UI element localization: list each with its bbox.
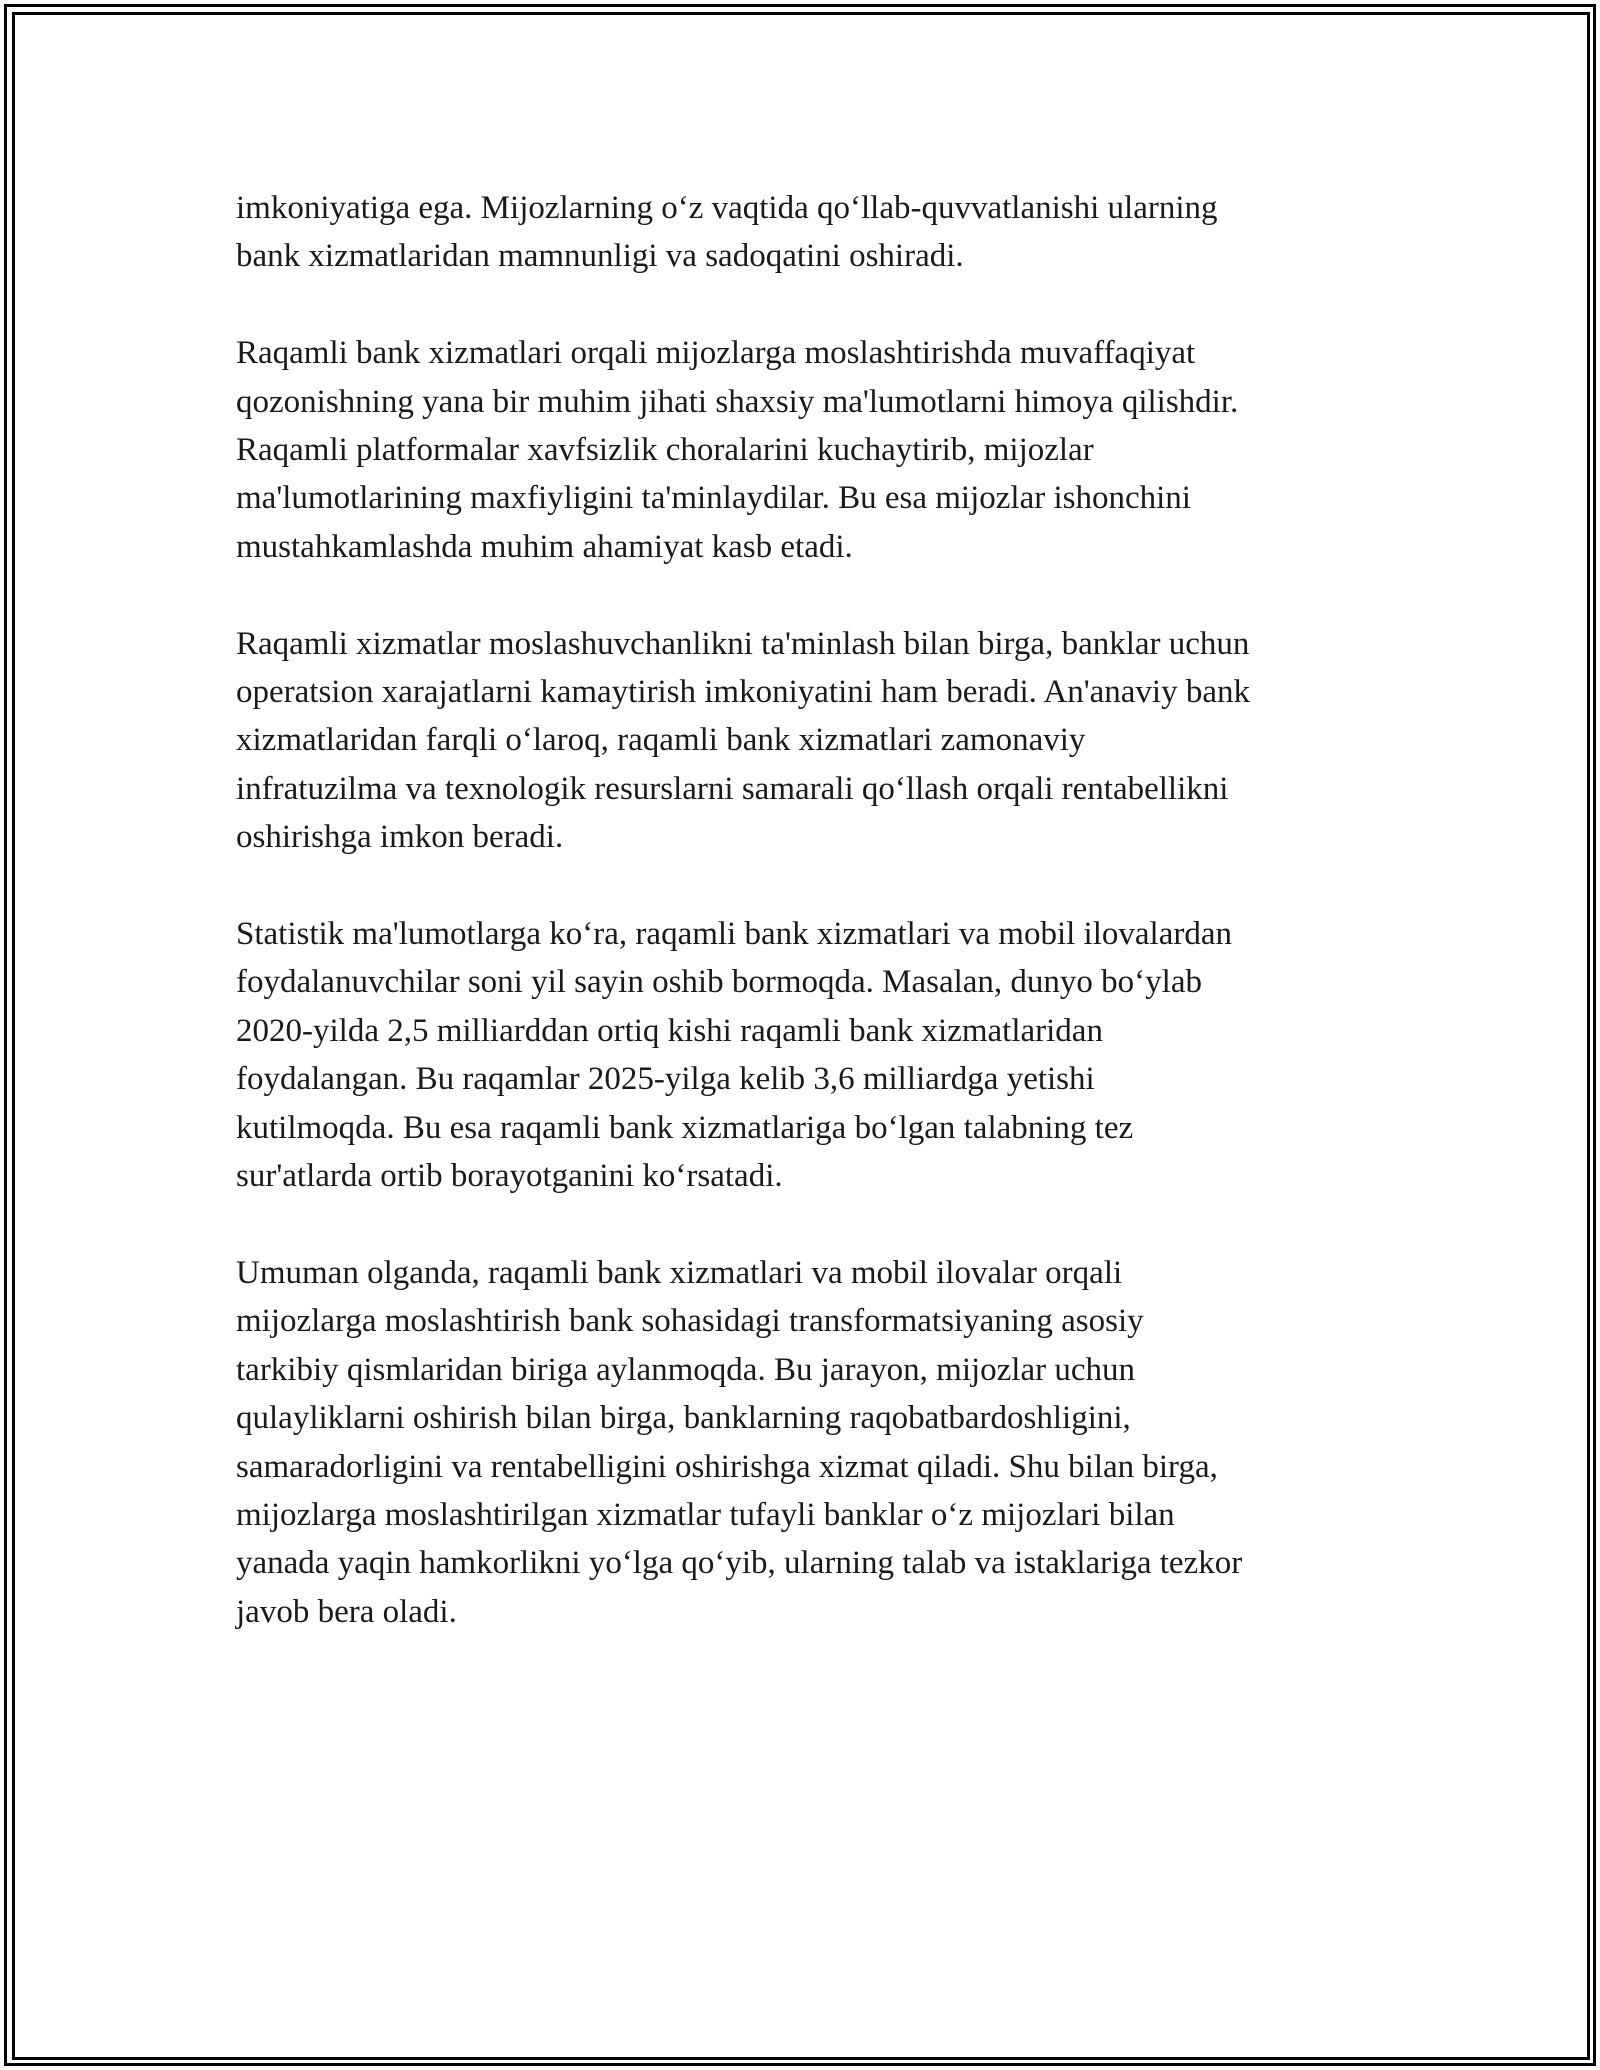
- paragraph: Raqamli bank xizmatlari orqali mijozlarga moslashtirishda muvaffaqiyat qozonishning yana bir muhim jihati shaxsiy ma'lumotlarni himoya qilishdir. Raqamli platformalar xavfsizlik choralarini kuchaytirib, mijozlar ma'lumotlarining maxfiyligini ta'minlaydilar. Bu esa mijozlar ishonchini mustahkamlashda muhim ahamiyat kasb etadi.: [236, 335, 1239, 565]
- paragraph: Umuman olganda, raqamli bank xizmatlari va mobil ilovalar orqali mijozlarga moslashtirish bank sohasidagi transformatsiyaning asosiy tarkibiy qismlaridan biriga aylanmoqda. Bu jarayon, mijozlar uchun qulayliklarni oshirish bilan birga, banklarning raqobatbardoshligini, samaradorligini va rentabelligini oshirishga xizmat qiladi. Shu bilan birga, mijozlarga moslashtirilgan xizmatlar tufayli banklar o‘z mijozlari bilan yanada yaqin hamkorlikni yo‘lga qo‘yib, ularning talab va istaklariga tezkor javob bera oladi.: [236, 1254, 1243, 1630]
- paragraph: imkoniyatiga ega. Mijozlarning o‘z vaqtida qo‘llab-quvvatlanishi ularning bank xizmatlaridan mamnunligi va sadoqatini oshiradi.: [236, 190, 1218, 275]
- document-body: [236, 184, 1386, 1685]
- paragraph: Statistik ma'lumotlarga ko‘ra, raqamli bank xizmatlari va mobil ilovalardan foydalanuvchilar soni yil sayin oshib bormoqda. Masalan, dunyo bo‘ylab 2020-yilda 2,5 milliarddan ortiq kishi raqamli bank xizmatlaridan foydalangan. Bu raqamlar 2025-yilga kelib 3,6 milliardga yetishi kutilmoqda. Bu esa raqamli bank xizmatlariga bo‘lgan talabning tez sur'atlarda ortib borayotganini ko‘rsatadi.: [236, 916, 1232, 1195]
- paragraph: Raqamli xizmatlar moslashuvchanlikni ta'minlash bilan birga, banklar uchun operatsion xarajatlarni kamaytirish imkoniyatini ham beradi. An'anaviy bank xizmatlaridan farqli o‘laroq, raqamli bank xizmatlari zamonaviy infratuzilma va texnologik resurslarni samarali qo‘llash orqali rentabellikni oshirishga imkon beradi.: [236, 625, 1250, 856]
